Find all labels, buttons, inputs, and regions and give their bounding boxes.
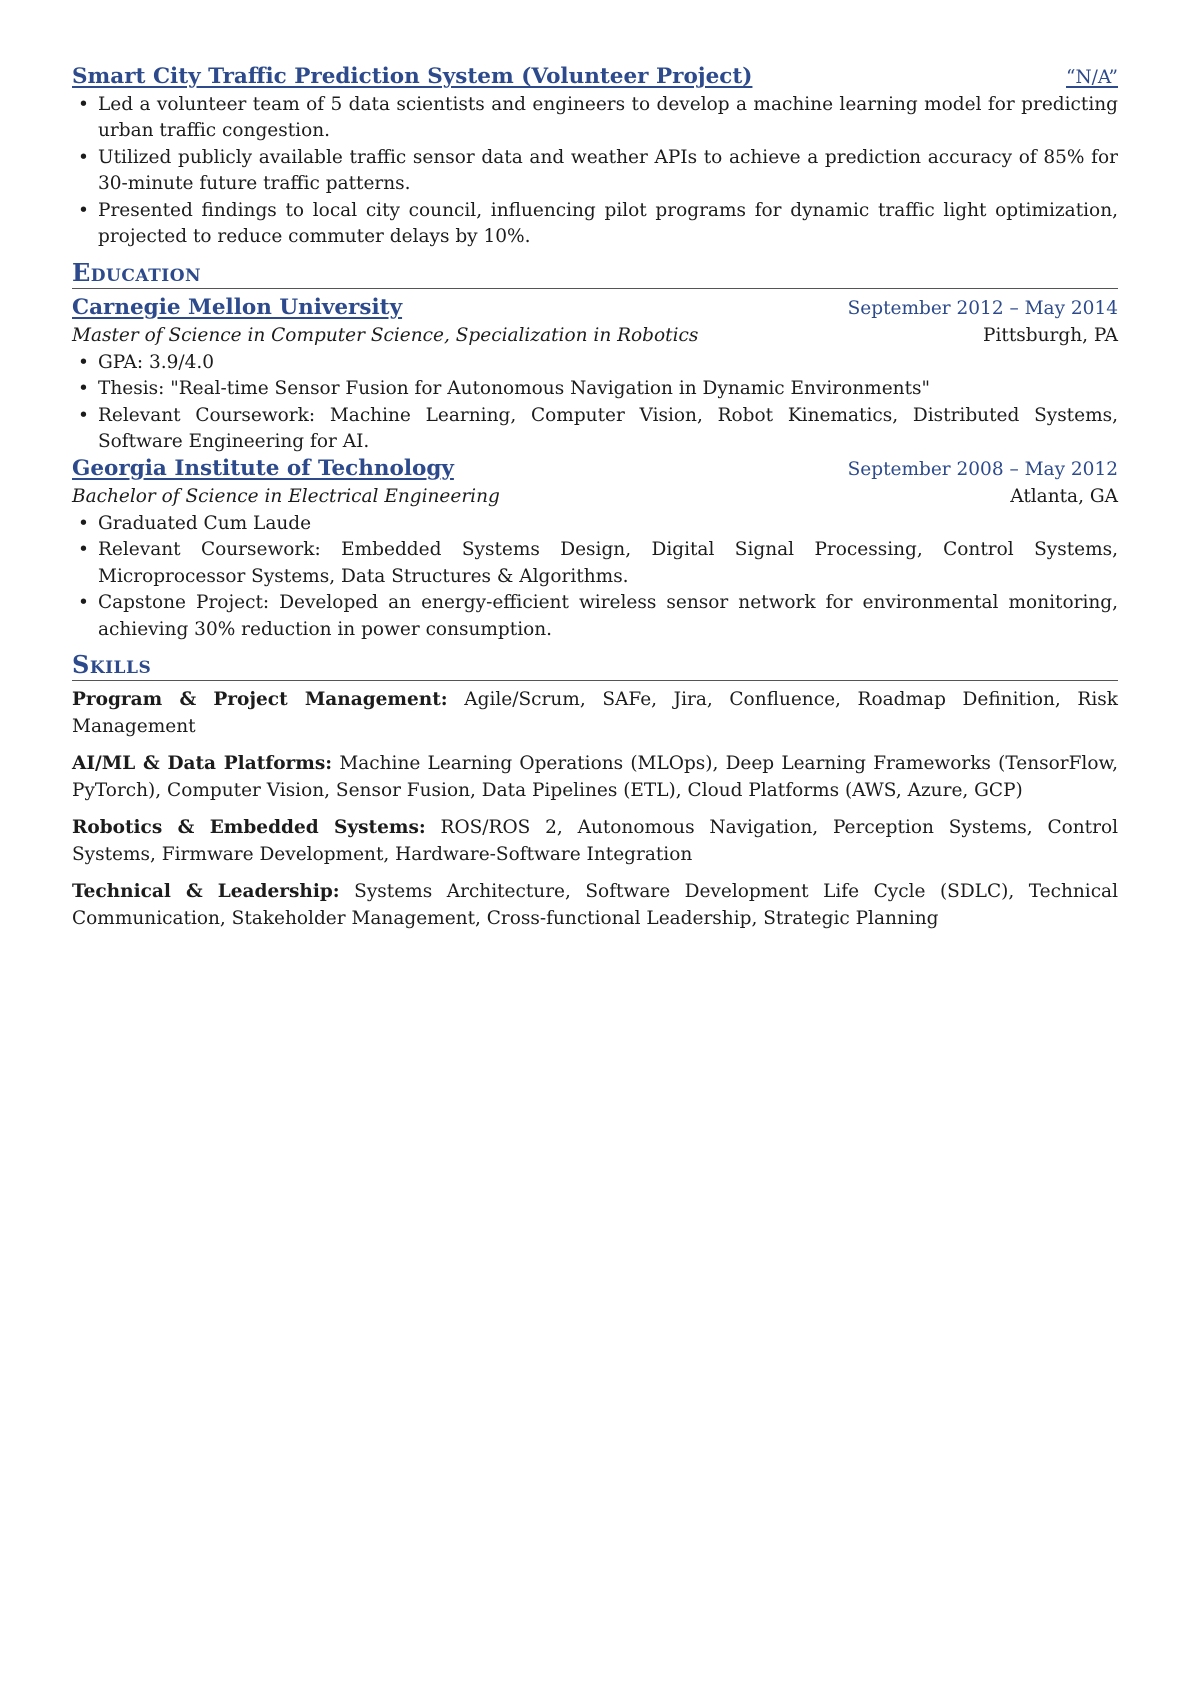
school-location: Pittsburgh, PA [983, 325, 1118, 346]
school-name-link[interactable]: Carnegie Mellon University [72, 294, 403, 320]
skill-category: Program & Project Management: [72, 689, 448, 710]
list-item: • Led a volunteer team of 5 data scientists and engineers to develop a machine learning model for predicting urban traffic congestion. [72, 92, 1118, 145]
school-location: Atlanta, GA [1010, 486, 1118, 507]
list-item: • Graduated Cum Laude [72, 511, 1118, 538]
skill-row [72, 751, 1118, 804]
list-item: • Capstone Project: Developed an energy-efficient wireless sensor network for environmental monitoring, achieving 30% reduction in power consumption. [72, 590, 1118, 643]
school-header [72, 295, 1118, 323]
skill-category: Robotics & Embedded Systems: [72, 817, 426, 838]
skill-items: Systems Architecture, Software Development Life Cycle (SDLC), Technical Communication, Stakeholder Management, Cross-functional Leadership, Strategic Planning [72, 881, 1118, 929]
project-url-link[interactable]: “N/A” [1066, 67, 1118, 88]
resume-page [72, 64, 1118, 943]
skills-list [72, 687, 1118, 932]
skill-category: AI/ML & Data Platforms: [72, 753, 333, 774]
list-item: • Thesis: "Real-time Sensor Fusion for Autonomous Navigation in Dynamic Environments" [72, 376, 1118, 403]
degree-title: Bachelor of Science in Electrical Engineering [72, 486, 500, 507]
school-header [72, 456, 1118, 484]
list-item: • Presented findings to local city council, influencing pilot programs for dynamic traffic light optimization, projected to reduce commuter delays by 10%. [72, 198, 1118, 251]
skill-items: Agile/Scrum, SAFe, Jira, Confluence, Roadmap Definition, Risk Management [72, 689, 1118, 737]
project-entry [72, 64, 1118, 251]
list-item: • Relevant Coursework: Embedded Systems Design, Digital Signal Processing, Control Systems, Microprocessor Systems, Data Structures & Algorithms. [72, 537, 1118, 590]
school-name-link[interactable]: Georgia Institute of Technology [72, 455, 454, 481]
list-item: • Relevant Coursework: Machine Learning, Computer Vision, Robot Kinematics, Distributed Systems, Software Engineering for AI. [72, 403, 1118, 456]
education-heading: Education [72, 259, 1118, 289]
school-dates: September 2012 – May 2014 [847, 297, 1118, 319]
school-subheader [72, 323, 1118, 350]
skill-row [72, 687, 1118, 740]
skill-items: ROS/ROS 2, Autonomous Navigation, Perception Systems, Control Systems, Firmware Development, Hardware-Software Integration [72, 817, 1118, 865]
project-bullet-list [72, 92, 1118, 251]
project-header [72, 64, 1118, 92]
education-entry-gatech [72, 456, 1118, 644]
skill-items: Machine Learning Operations (MLOps), Deep Learning Frameworks (TensorFlow, PyTorch), Computer Vision, Sensor Fusion, Data Pipelines (ETL), Cloud Platforms (AWS, Azure, GCP) [72, 753, 1118, 801]
school-subheader [72, 484, 1118, 511]
skill-row [72, 879, 1118, 932]
skill-row [72, 815, 1118, 868]
school-bullet-list [72, 350, 1118, 456]
list-item: • Utilized publicly available traffic sensor data and weather APIs to achieve a prediction accuracy of 85% for 30-minute future traffic patterns. [72, 145, 1118, 198]
school-dates: September 2008 – May 2012 [847, 458, 1118, 480]
education-entry-cmu [72, 295, 1118, 456]
degree-title: Master of Science in Computer Science, Specialization in Robotics [72, 325, 699, 346]
skills-heading: Skills [72, 651, 1118, 681]
project-title-link[interactable]: Smart City Traffic Prediction System (Volunteer Project) [72, 64, 753, 89]
skill-category: Technical & Leadership: [72, 881, 340, 902]
school-bullet-list [72, 511, 1118, 644]
list-item: • GPA: 3.9/4.0 [72, 350, 1118, 377]
